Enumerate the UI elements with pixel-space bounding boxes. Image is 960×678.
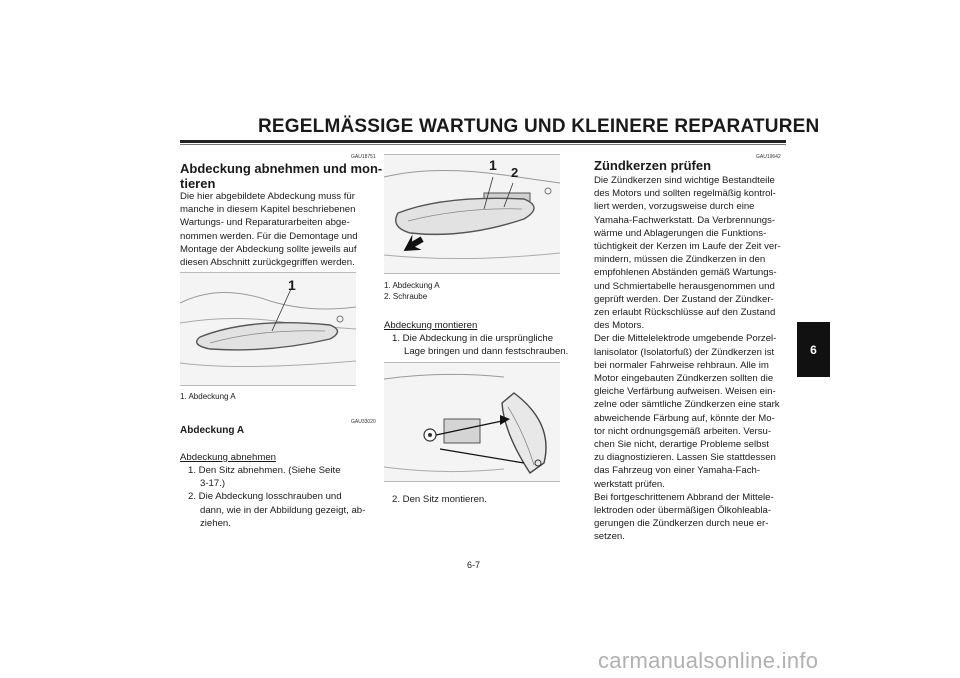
text-line: empfohlenen Abständen gemäß Wartungs- (594, 267, 777, 279)
figure-cover-install (384, 362, 560, 482)
figure-cover-screw (384, 154, 560, 274)
text-line: zelne oder sämtliche Zündkerzen eine stark (594, 399, 780, 411)
text-line: Bei fortgeschrittenem Abbrand der Mittele- (594, 491, 774, 503)
figure-label-2: 2 (511, 165, 519, 180)
chapter-tab-label: 6 (810, 342, 817, 357)
section-code: GAU33020 (351, 419, 376, 425)
figure-caption: 1. Abdeckung A (180, 392, 236, 401)
step-line: 2. Den Sitz montieren. (392, 494, 487, 505)
section-heading-line: Abdeckung abnehmen und mon- (180, 161, 383, 176)
text-line: Die Zündkerzen sind wichtige Bestandteile (594, 175, 775, 186)
text-line: Der die Mittelelektrode umgebende Porzel- (594, 333, 777, 345)
section-heading: Zündkerzen prüfen (594, 158, 712, 173)
text-line: Yamaha-Fachwerkstatt. Da Verbrennungs- (594, 214, 776, 226)
chapter-tab (797, 322, 830, 377)
step-line: 1. Den Sitz abnehmen. (Siehe Seite (188, 465, 341, 476)
text-line: lanisolator (Isolatorfuß) der Zündkerzen ist (594, 346, 775, 358)
section-heading (180, 161, 382, 191)
text-line: abweichende Färbung auf, könnte der Mo- (594, 412, 775, 424)
cover-screw-illustration (384, 155, 560, 273)
step-line: ziehen. (200, 517, 231, 529)
text-line: manche in diesem Kapitel beschriebenen (180, 204, 356, 216)
text-line: zen erlaubt Rückschlüsse auf den Zustand (594, 307, 776, 319)
subheading: Abdeckung A (180, 425, 245, 436)
text-line: gerungen die Zündkerzen durch neue er- (594, 518, 769, 530)
step-line: dann, wie in der Abbildung gezeigt, ab- (200, 504, 366, 516)
text-line: Die hier abgebildete Abdeckung muss für (180, 191, 355, 202)
text-line: gleiche Verfärbung aufweisen. Weisen ein- (594, 386, 776, 398)
text-line: des Motors. (594, 320, 645, 332)
text-line: werkstatt prüfen. (594, 478, 665, 490)
text-line: wärme und Ablagerungen die Funktions- (594, 227, 767, 239)
text-line: mindern, müssen die Zündkerzen in den (594, 254, 766, 266)
text-line: setzen. (594, 531, 625, 543)
procedure-title: Abdeckung montieren (384, 320, 478, 331)
text-line: diesen Abschnitt zurückgegriffen werden. (180, 257, 355, 269)
figure-label-1: 1 (288, 277, 296, 293)
watermark: carmanualsonline.info (598, 648, 819, 673)
text-line: Montage der Abdeckung sollte jeweils auf (180, 243, 357, 255)
step-line: Lage bringen und dann festschrauben. (404, 346, 569, 358)
page-number: 6-7 (467, 560, 481, 570)
text-line: lektroden oder übermäßigen Ölkohleabla- (594, 505, 772, 517)
text-line: bei normaler Fahrweise rehbraun. Alle im (594, 359, 769, 371)
procedure-steps (188, 464, 378, 530)
text-line: geprüft werden. Der Zustand der Zündker- (594, 293, 774, 305)
header-rule (180, 140, 786, 143)
procedure-steps (392, 332, 568, 358)
figure-label-1: 1 (489, 157, 497, 173)
text-line: tor nicht ordnungsgemäß arbeiten. Versu- (594, 425, 772, 437)
figure-caption: 1. Abdeckung A (384, 281, 440, 290)
intro-paragraph (180, 190, 370, 269)
text-line: das Fahrzeug von einer Yamaha-Fach- (594, 465, 761, 477)
section-heading-line: tieren (180, 176, 216, 191)
text-line: tüchtigkeit der Kerzen im Laufe der Zeit ver- (594, 241, 781, 253)
text-line: Wartungs- und Reparaturarbeiten abge- (180, 217, 350, 229)
figure-caption: 2. Schraube (384, 292, 428, 301)
header-rule-thin (180, 144, 786, 145)
step-line: 2. Die Abdeckung losschrauben und (188, 491, 342, 503)
text-line: zu diagnostizieren. Lassen Sie stattdessen (594, 452, 776, 464)
procedure-title: Abdeckung abnehmen (180, 452, 277, 463)
figure-cover-a (180, 272, 356, 386)
text-line: des Motors und sollten regelmäßig kontrol- (594, 188, 776, 200)
page-header-title: REGELMÄSSIGE WARTUNG UND KLEINERE REPARATUREN (258, 116, 820, 137)
section-code: GAU19642 (756, 154, 781, 160)
text-line: nommen werden. Für die Demontage und (180, 230, 358, 242)
spark-plug-paragraph (594, 174, 790, 544)
cover-install-illustration (384, 363, 560, 481)
text-line: liert werden, vorzugsweise durch eine (594, 201, 755, 213)
step-line: 1. Die Abdeckung in die ursprüngliche (392, 333, 554, 344)
text-line: und Schmiertabelle herausgenommen und (594, 280, 775, 292)
step-line: 3-17.) (200, 478, 226, 490)
text-line: chen Sie nicht, derartige Probleme selbst (594, 439, 769, 451)
figure-captions (384, 280, 440, 302)
text-line: Motor eingebauten Zündkerzen sollten die (594, 373, 774, 385)
seat-cover-illustration (180, 273, 356, 385)
section-code: GAU18751 (351, 154, 376, 160)
